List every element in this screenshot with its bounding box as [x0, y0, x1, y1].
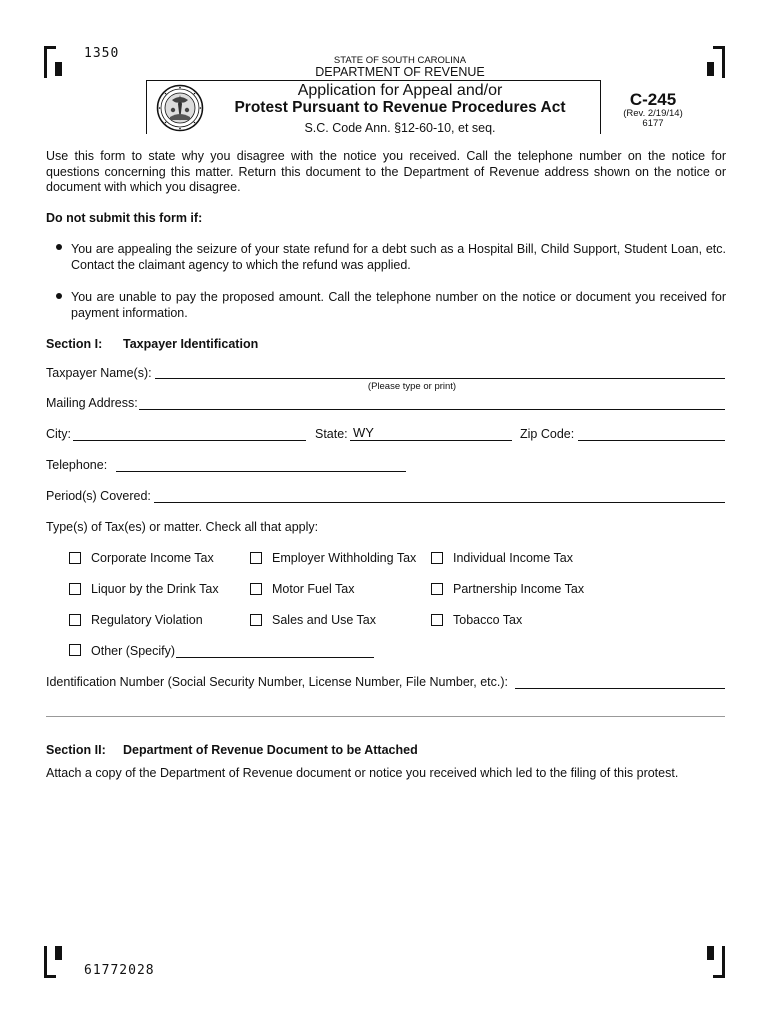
checkbox-label: Sales and Use Tax	[272, 613, 376, 627]
corner-mark-top-left-block	[55, 62, 62, 76]
section2-instructions: Attach a copy of the Department of Revenue document or notice you received which led to the filing of this protest.	[46, 766, 679, 780]
corner-mark-bottom-left-h	[44, 975, 56, 978]
bottom-scan-code: 61772028	[84, 963, 155, 978]
do-not-submit-item-1: You are appealing the seizure of your state refund for a debt such as a Hospital Bill, Child Support, Student Loan, etc. Contact the claimant agency to which the refund was applied.	[71, 242, 726, 272]
zip-label: Zip Code:	[520, 427, 575, 441]
checkbox-label: Partnership Income Tax	[453, 582, 585, 596]
checkbox-label: Motor Fuel Tax	[272, 582, 355, 596]
city-field[interactable]	[73, 440, 306, 441]
corner-mark-bottom-left-block	[55, 946, 62, 960]
department-name: DEPARTMENT OF REVENUE	[315, 65, 485, 79]
bullet-icon	[56, 293, 62, 299]
checkbox-corporate-income-tax[interactable]	[69, 552, 81, 564]
state-value[interactable]: WY	[353, 425, 374, 440]
state-name: STATE OF SOUTH CAROLINA	[333, 55, 467, 66]
checkbox-label: Corporate Income Tax	[91, 551, 214, 565]
checkbox-sales-and-use-tax[interactable]	[250, 614, 262, 626]
checkbox-employer-withholding-tax[interactable]	[250, 552, 262, 564]
periods-covered-field[interactable]	[154, 502, 725, 503]
checkbox-regulatory-violation[interactable]	[69, 614, 81, 626]
corner-mark-bottom-left-v	[44, 946, 47, 978]
telephone-field[interactable]	[116, 471, 406, 472]
checkbox-label: Individual Income Tax	[453, 551, 573, 565]
corner-mark-bottom-right-block	[707, 946, 714, 960]
state-label: State:	[315, 427, 348, 441]
checkbox-tobacco-tax[interactable]	[431, 614, 443, 626]
header-rule-top	[146, 80, 600, 81]
form-title-line1: Application for Appeal and/or	[297, 82, 503, 99]
code-reference: S.C. Code Ann. §12-60-10, et seq.	[304, 121, 496, 135]
checkbox-liquor-by-the-drink-tax[interactable]	[69, 583, 81, 595]
checkbox-partnership-income-tax[interactable]	[431, 583, 443, 595]
section2-title: Department of Revenue Document to be Attached	[123, 743, 418, 757]
checkbox-label: Liquor by the Drink Tax	[91, 582, 219, 596]
form-number: C-245	[629, 90, 677, 109]
form-title-line2: Protest Pursuant to Revenue Procedures Act	[234, 99, 566, 116]
checkbox-individual-income-tax[interactable]	[431, 552, 443, 564]
checkbox-other[interactable]	[69, 644, 81, 656]
checkbox-label: Tobacco Tax	[453, 613, 523, 627]
other-specify-label: Other (Specify)	[91, 644, 176, 658]
please-print-note: (Please type or print)	[367, 381, 457, 392]
corner-mark-bottom-right-v	[722, 946, 725, 978]
section-divider	[46, 716, 725, 717]
corner-mark-top-right-v	[722, 46, 725, 78]
telephone-label: Telephone:	[46, 458, 108, 472]
section1-label: Section I:	[46, 337, 103, 351]
corner-mark-top-right-block	[707, 62, 714, 76]
corner-mark-top-left-v	[44, 46, 47, 78]
checkbox-label: Employer Withholding Tax	[272, 551, 417, 565]
checkbox-motor-fuel-tax[interactable]	[250, 583, 262, 595]
mailing-address-field[interactable]	[139, 409, 725, 410]
periods-covered-label: Period(s) Covered:	[46, 489, 151, 503]
corner-mark-top-right-h	[713, 46, 725, 49]
checkbox-label: Regulatory Violation	[91, 613, 203, 627]
city-label: City:	[46, 427, 71, 441]
do-not-submit-item-2: You are unable to pay the proposed amount. Call the telephone number on the notice or document you received for payment information.	[71, 290, 726, 320]
section2-label: Section II:	[46, 743, 106, 757]
zip-field[interactable]	[578, 440, 725, 441]
intro-paragraph: Use this form to state why you disagree with the notice you received. Call the telephone number on the notice for questions concerning this matter. Return this document to the Department of Revenue address shown on the notice or document with which you disagree.	[46, 149, 726, 194]
header-right-rule-v	[600, 80, 601, 134]
tax-types-label: Type(s) of Tax(es) or matter. Check all that apply:	[46, 520, 319, 534]
identification-number-field[interactable]	[515, 688, 725, 689]
form-revision: (Rev. 2/19/14)	[623, 108, 683, 119]
form-code: 6177	[642, 118, 664, 129]
other-specify-field[interactable]	[176, 657, 374, 658]
top-scan-code: 1350	[84, 46, 120, 61]
corner-mark-bottom-right-h	[713, 975, 725, 978]
section1-title: Taxpayer Identification	[123, 337, 259, 351]
taxpayer-names-label: Taxpayer Name(s):	[46, 366, 152, 380]
state-seal-icon	[156, 84, 204, 132]
bullet-icon	[56, 244, 62, 250]
header-left-rule-v	[146, 80, 147, 134]
identification-number-label: Identification Number (Social Security Number, License Number, File Number, etc.):	[46, 675, 508, 689]
taxpayer-names-field[interactable]	[155, 378, 725, 379]
corner-mark-top-left-h	[44, 46, 56, 49]
mailing-address-label: Mailing Address:	[46, 396, 138, 410]
do-not-submit-heading: Do not submit this form if:	[46, 211, 203, 225]
state-field[interactable]	[350, 440, 512, 441]
